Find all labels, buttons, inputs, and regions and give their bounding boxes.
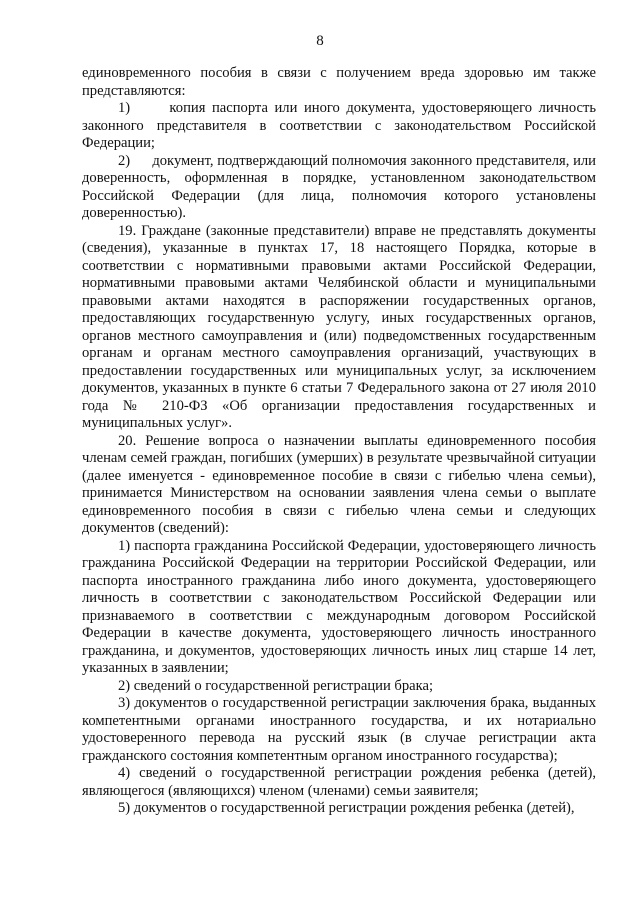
paragraph-point-20: 20. Решение вопроса о назначении выплаты единовременного пособия членам семей граждан, погибших (умерших) в результате чрезвычайной ситуации (далее именуется - единовременное пособие в связи с гибелью члена семьи), принимается Министерством на основании заявления члена семьи о выплате единовременного пособия в связи с гибелью члена семьи и следующих документов (сведений): (82, 432, 596, 536)
paragraph-point-19: 19. Граждане (законные представители) вправе не представлять документы (сведения), указанные в пунктах 17, 18 настоящего Порядка, которые в соответствии с нормативными правовыми актами Российской Федерации, нормативными правовыми актами Челябинской области и муниципальными правовыми актами находятся в распоряжении государственных органов, предоставляющих государственную услугу, иных государственных органов, органов местного самоуправления и (или) подведомственных государственным органам и органам местного самоуправления организаций, участвующих в предоставлении государственных или муниципальных услуг, за исключением документов, указанных в пункте 6 статьи 7 Федерального закона от 27 июля 2010 года № 210-ФЗ «Об организации предоставления государственных и муниципальных услуг». (82, 222, 596, 431)
document-body (82, 65, 596, 818)
paragraph-item-20-5: 5) документов о государственной регистрации рождения ребенка (детей), (118, 800, 575, 816)
paragraph-item-18-2: 2) документ, подтверждающий полномочия законного представителя, или доверенность, оформленная в порядке, установленном законодательством Российской Федерации (для лица, полномочия которого установлены доверенностью). (82, 152, 596, 221)
page-number: 8 (316, 33, 324, 49)
paragraph-item-20-3: 3) документов о государственной регистрации заключения брака, выданных компетентными органами иностранного государства, и их нотариально удостоверенного перевода на русский язык (в случае регистрации акта гражданского состояния компетентным органом иностранного государства); (82, 695, 596, 764)
paragraph-item-20-4: 4) сведений о государственной регистрации рождения ребенка (детей), являющегося (являющихся) членом (членами) семьи заявителя; (82, 765, 596, 799)
paragraph-intro: единовременного пособия в связи с получением вреда здоровью им также представляются: (82, 65, 596, 99)
paragraph-item-20-2: 2) сведений о государственной регистрации брака; (118, 677, 434, 694)
paragraph-item-20-1: 1) паспорта гражданина Российской Федерации, удостоверяющего личность гражданина Российской Федерации на территории Российской Федерации, или паспорта иностранного гражданина либо иного документа, удостоверяющего личность в соответствии с законодательством Российской Федерации или признаваемого в соответствии с международным договором Российской Федерации в качестве документа, удостоверяющего личность иностранного гражданина, и документов, удостоверяющих личность иных лиц старше 14 лет, указанных в заявлении; (82, 537, 596, 676)
paragraph-item-18-1: 1) копия паспорта или иного документа, удостоверяющего личность законного представителя в соответствии с законодательством Российской Федерации; (82, 100, 596, 151)
